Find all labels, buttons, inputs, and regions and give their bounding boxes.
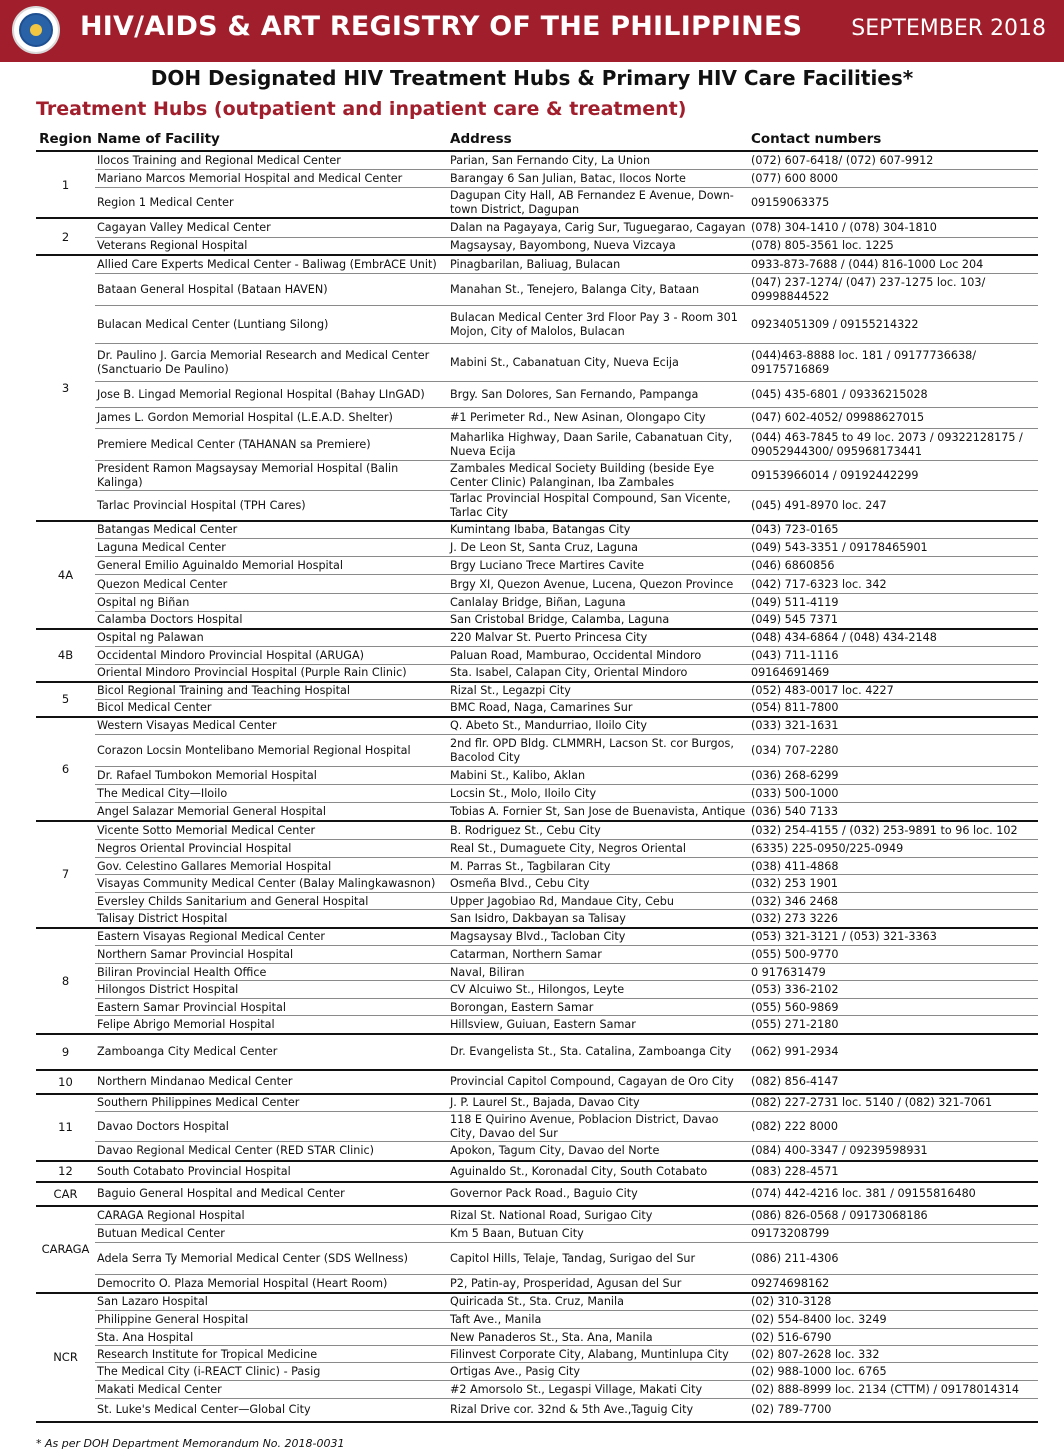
table-row [36, 1381, 1038, 1399]
table-row [36, 665, 1038, 682]
address-cell: Kumintang Ibaba, Batangas City [448, 521, 749, 539]
contact-cell: (047) 602-4052/ 09988627015 [749, 407, 1038, 428]
table-row [36, 767, 1038, 785]
address-cell: Tobias A. Fornier St, San Jose de Buenavista, Antique [448, 803, 749, 821]
table-row [36, 1399, 1038, 1422]
column-header-contact: Contact numbers [751, 131, 882, 147]
table-row [36, 169, 1038, 187]
facility-name-cell: Occidental Mindoro Provincial Hospital (ARUGA) [95, 647, 448, 665]
table-row [36, 151, 1038, 169]
table-row [36, 893, 1038, 910]
facility-name-cell: Mariano Marcos Memorial Hospital and Medical Center [95, 169, 448, 187]
region-cell: 11 [36, 1094, 95, 1161]
table-row [36, 237, 1038, 255]
address-cell: Mabini St., Cabanatuan City, Nueva Ecija [448, 343, 749, 381]
region-cell: 6 [36, 717, 95, 821]
region-cell: 10 [36, 1070, 95, 1094]
facility-name-cell: Cagayan Valley Medical Center [95, 218, 448, 237]
contact-cell: (033) 321-1631 [749, 717, 1038, 735]
table-row [36, 218, 1038, 237]
table-row [36, 1243, 1038, 1275]
table-row [36, 407, 1038, 428]
contact-cell: 09274698162 [749, 1275, 1038, 1293]
region-cell: 9 [36, 1034, 95, 1070]
contact-cell: (032) 253 1901 [749, 875, 1038, 893]
address-cell: P2, Patin-ay, Prosperidad, Agusan del Sur [448, 1275, 749, 1293]
facility-name-cell: Adela Serra Ty Memorial Medical Center (SDS Wellness) [95, 1243, 448, 1275]
table-row [36, 490, 1038, 521]
contact-cell: (02) 554-8400 loc. 3249 [749, 1311, 1038, 1329]
facility-name-cell: The Medical City (i-REACT Clinic) - Pasig [95, 1363, 448, 1381]
contact-cell: (062) 991-2934 [749, 1034, 1038, 1070]
table-row [36, 928, 1038, 946]
treatment-hubs-table [36, 128, 1038, 1423]
contact-cell: 0 917631479 [749, 964, 1038, 981]
table-row [36, 539, 1038, 557]
facility-name-cell: Corazon Locsin Montelibano Memorial Regional Hospital [95, 735, 448, 767]
facility-name-cell: Angel Salazar Memorial General Hospital [95, 803, 448, 821]
address-cell: Km 5 Baan, Butuan City [448, 1225, 749, 1243]
address-cell: Aguinaldo St., Koronadal City, South Cotabato [448, 1161, 749, 1182]
facility-name-cell: Sta. Ana Hospital [95, 1329, 448, 1346]
facility-name-cell: Bicol Medical Center [95, 700, 448, 717]
contact-cell: (049) 545 7371 [749, 612, 1038, 629]
region-cell: 2 [36, 218, 95, 255]
contact-cell: 09234051309 / 09155214322 [749, 305, 1038, 343]
table-row [36, 187, 1038, 218]
contact-cell: (082) 222 8000 [749, 1112, 1038, 1142]
contact-cell: (042) 717-6323 loc. 342 [749, 575, 1038, 594]
address-cell: Ortigas Ave., Pasig City [448, 1363, 749, 1381]
contact-cell: (055) 271-2180 [749, 1016, 1038, 1034]
facility-name-cell: South Cotabato Provincial Hospital [95, 1161, 448, 1182]
address-cell: Dalan na Pagayaya, Carig Sur, Tuguegarao, Cagayan [448, 218, 749, 237]
contact-cell: (053) 321-3121 / (053) 321-3363 [749, 928, 1038, 946]
facility-name-cell: Southern Philippines Medical Center [95, 1094, 448, 1112]
table-row [36, 305, 1038, 343]
facility-name-cell: Zamboanga City Medical Center [95, 1034, 448, 1070]
facility-name-cell: Tarlac Provincial Hospital (TPH Cares) [95, 490, 448, 521]
doh-seal-icon [12, 6, 60, 54]
address-cell: Quiricada St., Sta. Cruz, Manila [448, 1293, 749, 1311]
facility-name-cell: Dr. Paulino J. Garcia Memorial Research and Medical Center (Sanctuario De Paulino) [95, 343, 448, 381]
table-row [36, 946, 1038, 964]
table-row [36, 1329, 1038, 1346]
facility-name-cell: Ilocos Training and Regional Medical Center [95, 151, 448, 169]
contact-cell: (034) 707-2280 [749, 735, 1038, 767]
facility-name-cell: Bataan General Hospital (Bataan HAVEN) [95, 273, 448, 305]
address-cell: BMC Road, Naga, Camarines Sur [448, 700, 749, 717]
address-cell: New Panaderos St., Sta. Ana, Manila [448, 1329, 749, 1346]
address-cell: San Isidro, Dakbayan sa Talisay [448, 910, 749, 928]
contact-cell: (078) 304-1410 / (078) 304-1810 [749, 218, 1038, 237]
region-cell: NCR [36, 1293, 95, 1422]
region-cell: 1 [36, 151, 95, 218]
table-row [36, 1346, 1038, 1363]
contact-cell: (032) 346 2468 [749, 893, 1038, 910]
table-row [36, 1161, 1038, 1182]
address-cell: Mabini St., Kalibo, Aklan [448, 767, 749, 785]
contact-cell: (045) 435-6801 / 09336215028 [749, 381, 1038, 407]
facility-name-cell: Quezon Medical Center [95, 575, 448, 594]
facility-name-cell: Bicol Regional Training and Teaching Hospital [95, 682, 448, 700]
region-cell: 8 [36, 928, 95, 1034]
contact-cell: (082) 856-4147 [749, 1070, 1038, 1094]
contact-cell: (055) 560-9869 [749, 999, 1038, 1016]
facility-name-cell: CARAGA Regional Hospital [95, 1206, 448, 1225]
contact-cell: (049) 511-4119 [749, 594, 1038, 612]
address-cell: M. Parras St., Tagbilaran City [448, 858, 749, 875]
address-cell: Sta. Isabel, Calapan City, Oriental Mindoro [448, 665, 749, 682]
facility-name-cell: Premiere Medical Center (TAHANAN sa Premiere) [95, 428, 448, 460]
region-cell: 4A [36, 521, 95, 629]
region-cell: 7 [36, 821, 95, 928]
address-cell: Zambales Medical Society Building (beside Eye Center Clinic) Palanginan, Iba Zambales [448, 460, 749, 490]
contact-cell: (044)463-8888 loc. 181 / 09177736638/ 09175716869 [749, 343, 1038, 381]
contact-cell: 09173208799 [749, 1225, 1038, 1243]
facility-name-cell: Philippine General Hospital [95, 1311, 448, 1329]
table-row [36, 1070, 1038, 1094]
address-cell: Dr. Evangelista St., Sta. Catalina, Zamboanga City [448, 1034, 749, 1070]
address-cell: Naval, Biliran [448, 964, 749, 981]
contact-cell: (036) 268-6299 [749, 767, 1038, 785]
contact-cell: (032) 254-4155 / (032) 253-9891 to 96 loc. 102 [749, 821, 1038, 840]
facility-name-cell: Democrito O. Plaza Memorial Hospital (Heart Room) [95, 1275, 448, 1293]
contact-cell: (078) 805-3561 loc. 1225 [749, 237, 1038, 255]
address-cell: Brgy. San Dolores, San Fernando, Pampanga [448, 381, 749, 407]
table-row [36, 1275, 1038, 1293]
facility-name-cell: Northern Samar Provincial Hospital [95, 946, 448, 964]
column-header-facility: Name of Facility [97, 131, 220, 147]
contact-cell: (6335) 225-0950/225-0949 [749, 840, 1038, 858]
address-cell: Capitol Hills, Telaje, Tandag, Surigao del Sur [448, 1243, 749, 1275]
facility-name-cell: Oriental Mindoro Provincial Hospital (Purple Rain Clinic) [95, 665, 448, 682]
region-cell: 5 [36, 682, 95, 717]
address-cell: Locsin St., Molo, Iloilo City [448, 785, 749, 803]
facility-name-cell: Eversley Childs Sanitarium and General Hospital [95, 893, 448, 910]
contact-cell: (077) 600 8000 [749, 169, 1038, 187]
facility-name-cell: Talisay District Hospital [95, 910, 448, 928]
address-cell: Governor Pack Road., Baguio City [448, 1182, 749, 1206]
contact-cell: 09164691469 [749, 665, 1038, 682]
facility-name-cell: Batangas Medical Center [95, 521, 448, 539]
table-row [36, 1206, 1038, 1225]
address-cell: 118 E Quirino Avenue, Poblacion District, Davao City, Davao del Sur [448, 1112, 749, 1142]
address-cell: Parian, San Fernando City, La Union [448, 151, 749, 169]
address-cell: Manahan St., Tenejero, Balanga City, Bataan [448, 273, 749, 305]
region-cell: 4B [36, 629, 95, 682]
facility-name-cell: Veterans Regional Hospital [95, 237, 448, 255]
address-cell: Rizal St. National Road, Surigao City [448, 1206, 749, 1225]
column-header-address: Address [450, 131, 512, 147]
facility-name-cell: Davao Doctors Hospital [95, 1112, 448, 1142]
table-row [36, 858, 1038, 875]
contact-cell: (044) 463-7845 to 49 loc. 2073 / 09322128175 / 09052944300/ 095968173441 [749, 428, 1038, 460]
contact-cell: (048) 434-6864 / (048) 434-2148 [749, 629, 1038, 647]
contact-cell: 0933-873-7688 / (044) 816-1000 Loc 204 [749, 255, 1038, 273]
table-row [36, 910, 1038, 928]
facility-name-cell: President Ramon Magsaysay Memorial Hospital (Balin Kalinga) [95, 460, 448, 490]
table-row [36, 999, 1038, 1016]
address-cell: #1 Perimeter Rd., New Asinan, Olongapo City [448, 407, 749, 428]
contact-cell: (074) 442-4216 loc. 381 / 09155816480 [749, 1182, 1038, 1206]
address-cell: Maharlika Highway, Daan Sarile, Cabanatuan City, Nueva Ecija [448, 428, 749, 460]
table-row [36, 981, 1038, 999]
table-row [36, 428, 1038, 460]
address-cell: Dagupan City Hall, AB Fernandez E Avenue, Down-town District, Dagupan [448, 187, 749, 218]
table-row [36, 1311, 1038, 1329]
table-row [36, 803, 1038, 821]
facility-name-cell: San Lazaro Hospital [95, 1293, 448, 1311]
facility-name-cell: Visayas Community Medical Center (Balay Malingkawasnon) [95, 875, 448, 893]
table-row [36, 629, 1038, 647]
facility-name-cell: James L. Gordon Memorial Hospital (L.E.A.D. Shelter) [95, 407, 448, 428]
contact-cell: (02) 807-2628 loc. 332 [749, 1346, 1038, 1363]
facility-name-cell: Ospital ng Biñan [95, 594, 448, 612]
facility-name-cell: Jose B. Lingad Memorial Regional Hospital (Bahay LInGAD) [95, 381, 448, 407]
address-cell: Pinagbarilan, Baliuag, Bulacan [448, 255, 749, 273]
table-row [36, 1363, 1038, 1381]
address-cell: Real St., Dumaguete City, Negros Oriental [448, 840, 749, 858]
contact-cell: (084) 400-3347 / 09239598931 [749, 1142, 1038, 1161]
facility-name-cell: Eastern Samar Provincial Hospital [95, 999, 448, 1016]
facility-name-cell: Ospital ng Palawan [95, 629, 448, 647]
column-header-region: Region [39, 131, 92, 147]
facility-name-cell: The Medical City—Iloilo [95, 785, 448, 803]
address-cell: Taft Ave., Manila [448, 1311, 749, 1329]
contact-cell: (02) 310-3128 [749, 1293, 1038, 1311]
table-row [36, 1142, 1038, 1161]
address-cell: Rizal Drive cor. 32nd & 5th Ave.,Taguig City [448, 1399, 749, 1422]
report-date: SEPTEMBER 2018 [851, 16, 1046, 41]
contact-cell: (049) 543-3351 / 09178465901 [749, 539, 1038, 557]
address-cell: CV Alcuiwo St., Hilongos, Leyte [448, 981, 749, 999]
table-row [36, 575, 1038, 594]
contact-cell: (083) 228-4571 [749, 1161, 1038, 1182]
facility-name-cell: Felipe Abrigo Memorial Hospital [95, 1016, 448, 1034]
contact-cell: (043) 711-1116 [749, 647, 1038, 665]
address-cell: Magsaysay, Bayombong, Nueva Vizcaya [448, 237, 749, 255]
facility-name-cell: Northern Mindanao Medical Center [95, 1070, 448, 1094]
section-title: Treatment Hubs (outpatient and inpatient care & treatment) [36, 98, 687, 120]
contact-cell: 09159063375 [749, 187, 1038, 218]
address-cell: 2nd flr. OPD Bldg. CLMMRH, Lacson St. cor Burgos, Bacolod City [448, 735, 749, 767]
address-cell: 220 Malvar St. Puerto Princesa City [448, 629, 749, 647]
footnote: * As per DOH Department Memorandum No. 2018-0031 [36, 1437, 345, 1450]
region-cell: 3 [36, 255, 95, 521]
facility-name-cell: St. Luke's Medical Center—Global City [95, 1399, 448, 1422]
table-row [36, 700, 1038, 717]
address-cell: Brgy XI, Quezon Avenue, Lucena, Quezon Province [448, 575, 749, 594]
table-row [36, 594, 1038, 612]
facility-name-cell: Allied Care Experts Medical Center - Baliwag (EmbrACE Unit) [95, 255, 448, 273]
address-cell: Hillsview, Guiuan, Eastern Samar [448, 1016, 749, 1034]
contact-cell: (054) 811-7800 [749, 700, 1038, 717]
table-row [36, 785, 1038, 803]
table-row [36, 647, 1038, 665]
address-cell: Brgy Luciano Trece Martires Cavite [448, 557, 749, 575]
facility-name-cell: General Emilio Aguinaldo Memorial Hospital [95, 557, 448, 575]
table-row [36, 821, 1038, 840]
region-cell: 12 [36, 1161, 95, 1182]
address-cell: Tarlac Provincial Hospital Compound, San Vicente, Tarlac City [448, 490, 749, 521]
contact-cell: (032) 273 3226 [749, 910, 1038, 928]
address-cell: Canlalay Bridge, Biñan, Laguna [448, 594, 749, 612]
registry-title: HIV/AIDS & ART REGISTRY OF THE PHILIPPINES [80, 11, 803, 42]
facility-name-cell: Western Visayas Medical Center [95, 717, 448, 735]
facility-name-cell: Bulacan Medical Center (Luntiang Silong) [95, 305, 448, 343]
table-row [36, 381, 1038, 407]
address-cell: Apokon, Tagum City, Davao del Norte [448, 1142, 749, 1161]
table-row [36, 717, 1038, 735]
contact-cell: (053) 336-2102 [749, 981, 1038, 999]
address-cell: Osmeña Blvd., Cebu City [448, 875, 749, 893]
address-cell: J. De Leon St, Santa Cruz, Laguna [448, 539, 749, 557]
table-row [36, 1112, 1038, 1142]
table-row [36, 735, 1038, 767]
table-row [36, 1016, 1038, 1034]
table-row [36, 521, 1038, 539]
facility-name-cell: Calamba Doctors Hospital [95, 612, 448, 629]
table-row [36, 343, 1038, 381]
contact-cell: (046) 6860856 [749, 557, 1038, 575]
address-cell: B. Rodriguez St., Cebu City [448, 821, 749, 840]
address-cell: Rizal St., Legazpi City [448, 682, 749, 700]
address-cell: Q. Abeto St., Mandurriao, Iloilo City [448, 717, 749, 735]
address-cell: Catarman, Northern Samar [448, 946, 749, 964]
address-cell: Paluan Road, Mamburao, Occidental Mindoro [448, 647, 749, 665]
table-header-row [36, 128, 1038, 151]
table-row [36, 460, 1038, 490]
table-row [36, 1094, 1038, 1112]
table-row [36, 1225, 1038, 1243]
table-row [36, 557, 1038, 575]
table-row [36, 875, 1038, 893]
address-cell: Borongan, Eastern Samar [448, 999, 749, 1016]
contact-cell: (036) 540 7133 [749, 803, 1038, 821]
contact-cell: (02) 516-6790 [749, 1329, 1038, 1346]
header-banner [0, 0, 1064, 62]
facility-name-cell: Dr. Rafael Tumbokon Memorial Hospital [95, 767, 448, 785]
contact-cell: (02) 888-8999 loc. 2134 (CTTM) / 09178014314 [749, 1381, 1038, 1399]
facility-name-cell: Biliran Provincial Health Office [95, 964, 448, 981]
facility-name-cell: Davao Regional Medical Center (RED STAR Clinic) [95, 1142, 448, 1161]
contact-cell: (045) 491-8970 loc. 247 [749, 490, 1038, 521]
address-cell: J. P. Laurel St., Bajada, Davao City [448, 1094, 749, 1112]
address-cell: Barangay 6 San Julian, Batac, Ilocos Norte [448, 169, 749, 187]
address-cell: Provincial Capitol Compound, Cagayan de Oro City [448, 1070, 749, 1094]
facility-name-cell: Makati Medical Center [95, 1381, 448, 1399]
table-row [36, 682, 1038, 700]
facility-name-cell: Hilongos District Hospital [95, 981, 448, 999]
address-cell: Filinvest Corporate City, Alabang, Muntinlupa City [448, 1346, 749, 1363]
contact-cell: (033) 500-1000 [749, 785, 1038, 803]
contact-cell: 09153966014 / 09192442299 [749, 460, 1038, 490]
facility-name-cell: Research Institute for Tropical Medicine [95, 1346, 448, 1363]
contact-cell: (055) 500-9770 [749, 946, 1038, 964]
address-cell: Bulacan Medical Center 3rd Floor Pay 3 - Room 301 Mojon, City of Malolos, Bulacan [448, 305, 749, 343]
contact-cell: (02) 789-7700 [749, 1399, 1038, 1422]
contact-cell: (043) 723-0165 [749, 521, 1038, 539]
table-row [36, 255, 1038, 273]
table-row [36, 1182, 1038, 1206]
address-cell: Upper Jagobiao Rd, Mandaue City, Cebu [448, 893, 749, 910]
region-cell: CAR [36, 1182, 95, 1206]
contact-cell: (082) 227-2731 loc. 5140 / (082) 321-7061 [749, 1094, 1038, 1112]
contact-cell: (072) 607-6418/ (072) 607-9912 [749, 151, 1038, 169]
table-row [36, 964, 1038, 981]
contact-cell: (086) 826-0568 / 09173068186 [749, 1206, 1038, 1225]
facility-name-cell: Eastern Visayas Regional Medical Center [95, 928, 448, 946]
contact-cell: (038) 411-4868 [749, 858, 1038, 875]
facility-name-cell: Negros Oriental Provincial Hospital [95, 840, 448, 858]
contact-cell: (086) 211-4306 [749, 1243, 1038, 1275]
facility-name-cell: Region 1 Medical Center [95, 187, 448, 218]
table-row [36, 1293, 1038, 1311]
facility-name-cell: Butuan Medical Center [95, 1225, 448, 1243]
facility-name-cell: Laguna Medical Center [95, 539, 448, 557]
region-cell: CARAGA [36, 1206, 95, 1293]
facility-name-cell: Vicente Sotto Memorial Medical Center [95, 821, 448, 840]
table-row [36, 273, 1038, 305]
table-row [36, 612, 1038, 629]
facility-name-cell: Baguio General Hospital and Medical Center [95, 1182, 448, 1206]
document-title: DOH Designated HIV Treatment Hubs & Primary HIV Care Facilities* [150, 66, 914, 90]
address-cell: San Cristobal Bridge, Calamba, Laguna [448, 612, 749, 629]
contact-cell: (052) 483-0017 loc. 4227 [749, 682, 1038, 700]
table-row [36, 840, 1038, 858]
address-cell: #2 Amorsolo St., Legaspi Village, Makati City [448, 1381, 749, 1399]
table-row [36, 1034, 1038, 1070]
address-cell: Magsaysay Blvd., Tacloban City [448, 928, 749, 946]
facility-name-cell: Gov. Celestino Gallares Memorial Hospital [95, 858, 448, 875]
contact-cell: (047) 237-1274/ (047) 237-1275 loc. 103/ 09998844522 [749, 273, 1038, 305]
contact-cell: (02) 988-1000 loc. 6765 [749, 1363, 1038, 1381]
